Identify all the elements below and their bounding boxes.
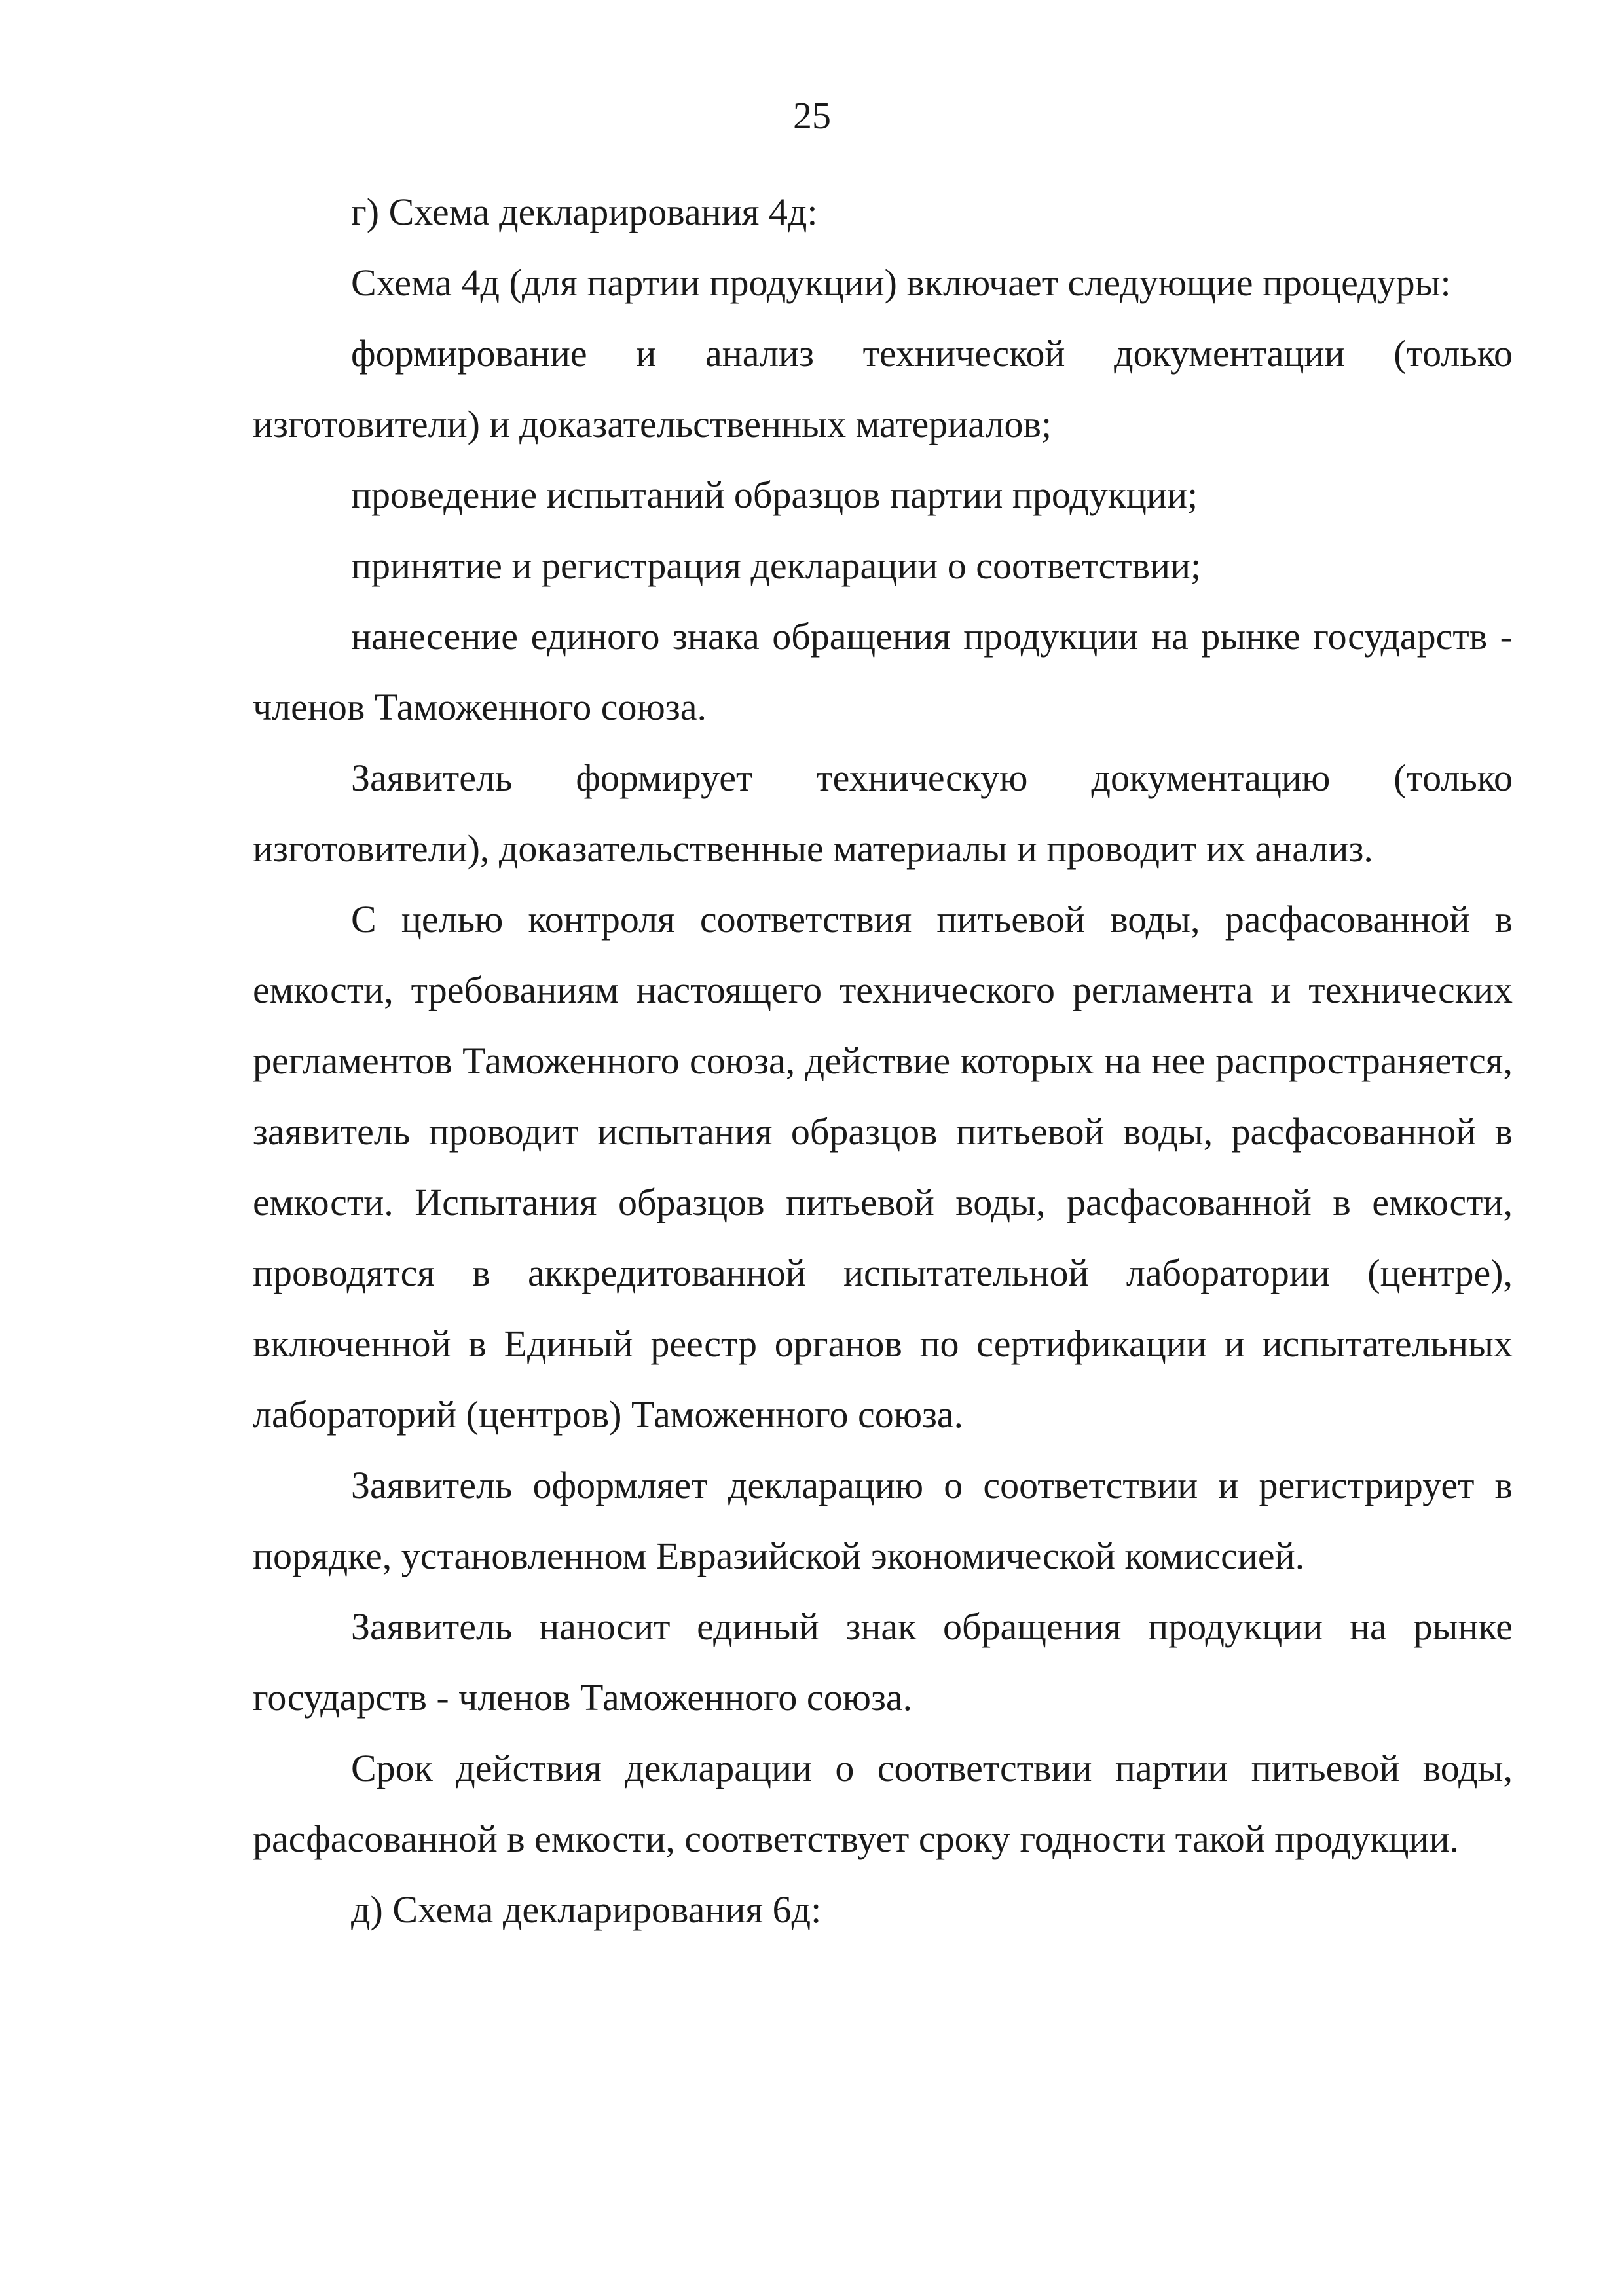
paragraph-validity-period: Срок действия декларации о соответствии партии питьевой воды, расфасованной в емкости, соответствует сроку годности такой продукции. — [253, 1747, 1513, 1860]
document-body — [253, 177, 1513, 1945]
page-number: 25 — [793, 94, 831, 137]
procedure-item-marking: нанесение единого знака обращения продукции на рынке государств - членов Таможенного союза. — [253, 615, 1513, 728]
section-heading-6d: д) Схема декларирования 6д: — [351, 1888, 822, 1931]
paragraph-marking: Заявитель наносит единый знак обращения продукции на рынке государств - членов Таможенного союза. — [253, 1605, 1513, 1719]
procedure-item-testing: проведение испытаний образцов партии продукции; — [351, 474, 1198, 516]
paragraph-applicant-documentation: Заявитель формирует техническую документацию (только изготовители), доказательственные материалы и проводит их анализ. — [253, 756, 1513, 870]
paragraph-declaration-registration: Заявитель оформляет декларацию о соответствии и регистрирует в порядке, установленном Евразийской экономической комиссией. — [253, 1464, 1513, 1577]
paragraph-scheme-intro: Схема 4д (для партии продукции) включает следующие процедуры: — [351, 261, 1451, 304]
paragraph-testing-control: С целью контроля соответствия питьевой воды, расфасованной в емкости, требованиям настоящего технического регламента и технических регламентов Таможенного союза, действие которых на нее распространяется, заявитель проводит испытания образцов питьевой воды, расфасованной в емкости. Испытания образцов питьевой воды, расфасованной в емкости, проводятся в аккредитованной испытательной лаборатории (центре), включенной в Единый реестр органов по сертификации и испытательных лабораторий (центров) Таможенного союза. — [253, 898, 1513, 1436]
procedure-item-documentation: формирование и анализ технической документации (только изготовители) и доказательственных материалов; — [253, 332, 1513, 445]
procedure-item-registration: принятие и регистрация декларации о соответствии; — [351, 544, 1202, 587]
section-heading-4d: г) Схема декларирования 4д: — [351, 191, 818, 233]
